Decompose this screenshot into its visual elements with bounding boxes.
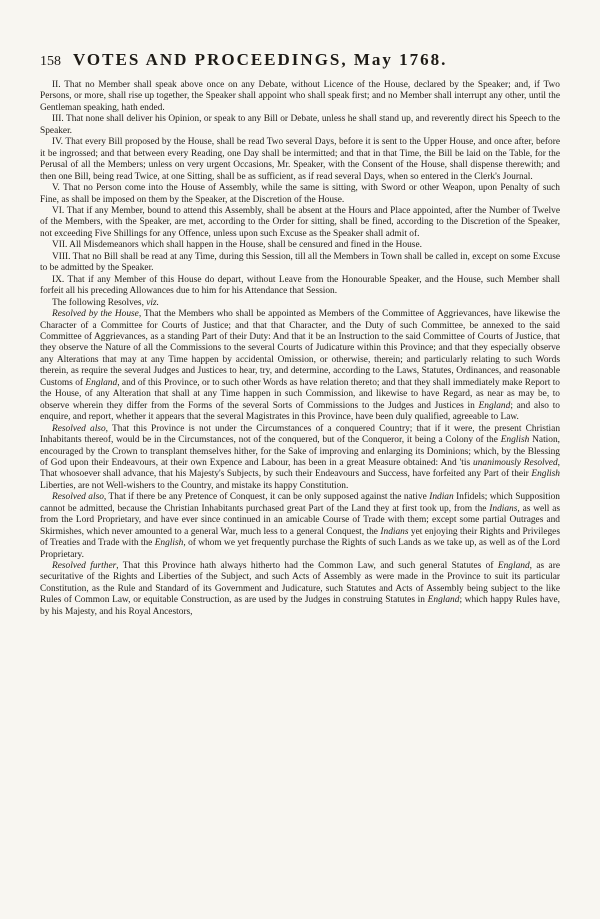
rule-paragraph: IX. That if any Member of this House do depart, without Leave from the Honourable Speaker, and the House, such Member shall forfeit all his preceding Allowances due to him for his Attendance that Session. xyxy=(40,274,560,297)
resolves-heading: The following Resolves, viz. xyxy=(52,297,160,308)
page-number: 158 xyxy=(40,54,61,69)
rule-paragraph: III. That none shall deliver his Opinion, or speak to any Bill or Debate, unless he shall stand up, and reverently direct his Speech to the Speaker. xyxy=(40,114,560,136)
page-header xyxy=(40,50,565,72)
rule-paragraph: IV. That every Bill proposed by the House, shall be read Two several Days, before it is sent to the Upper House, and once after, before it be ingrossed; and that between every Reading, one Day shall be intermitted; and that in that Time, the Bill be laid on the Table, for the Perusal of all the Members; unless on very urgent Occasions, Mr. Speaker, with the Consent of the House, shall dispense therewith; and then one Bill, being read Twice, at one Sitting, shall be as sufficient, as if read several Days, when so entered in the Clerk's Journal. xyxy=(40,137,560,182)
resolve-paragraph: Resolved further, That this Province hath always hitherto had the Common Law, and such general Statutes of England, as are securitative of the Rights and Liberties of the Subject, and such Acts of Assembly as were made in the Province to suit its particular Constitution, as the Rule and Standard of its Government and Judicature, such Statutes and Acts of Assembly being subject to the like Rules of Common Law, or equitable Construction, as are used by the Judges in construing Statutes in England; which happy Rules have, by his Majesty, and his Royal Ancestors, xyxy=(40,561,560,617)
rule-paragraph: VII. All Misdemeanors which shall happen in the House, shall be censured and fined in the House. xyxy=(52,240,422,251)
rule-paragraph: VI. That if any Member, bound to attend this Assembly, shall be absent at the Hours and Place appointed, after the Number of Twelve of the Members, with the Speaker, are met, according to the Order for sitting, shall be fined, according to the Discretion of the Speaker, not exceeding Five Shillings for any Offence, unless upon such Excuse as the Speaker shall admit of. xyxy=(40,205,560,239)
resolve-paragraph: Resolved also, That this Province is not under the Circumstances of a conquered Country; that if it were, the present Christian Inhabitants thereof, would be in the Circumstances, not of the conquered, but of the Conqueror, it being a Colony of the English Nation, encouraged by the Crown to transplant themselves hither, for the Sake of improving and enlarging its Dominions; which, by the Blessing of God upon their Endeavours, at their own Expence and Labour, has been in a great Measure obtained: And 'tis unanimously Resolved, That whosoever shall advance, that his Majesty's Subjects, by such their Endeavours and Success, have forfeited any Part of their English Liberties, are not Well-wishers to the Country, and mistake its happy Constitution. xyxy=(40,423,561,491)
rule-paragraph: V. That no Person come into the House of Assembly, while the same is sitting, with Sword or other Weapon, upon Penalty of such Fine, as shall be imposed on them by the Speaker, at the Discretion of the House. xyxy=(40,183,560,205)
running-title: VOTES AND PROCEEDINGS, May 1768. xyxy=(73,50,448,69)
resolve-paragraph: Resolved also, That if there be any Pretence of Conquest, it can be only supposed against the native Indian Infidels; which Supposition cannot be admitted, because the Christian Inhabitants purchased great Part of the Land they at first took up, from the Indians, as well as from the Lord Proprietary, and have ever since continued in an amicable Course of Trade with them; except some partial Outrages and Skirmishes, which never amounted to a general War, much less to a general Conquest, the Indians yet enjoying their Rights and Privileges of Treaties and Trade with the English, of whom we yet frequently purchase the Rights of such Lands as we take up, as well as of the Lord Proprietary. xyxy=(40,492,560,560)
page-body xyxy=(40,80,560,618)
resolve-paragraph: Resolved by the House, That the Members who shall be appointed as Members of the Committee of Aggrievances, have likewise the Character of a Committee for Courts of Justice; and that that Character, and the Duty of such Committee, be annexed to the said Committee of Aggrievances, as a standing Part of their Duty: And that it be an Instruction to the said Committee of Courts of Justice, that they observe the Nature of all the Commissions to the several Courts of Judicature within this Province; and that they especially observe any Alterations that may at any Time happen by accidental Omission, or otherwise, therein; and particularly relating to such Words therein, as require the several Judges and Justices to hear, try, and determine, according to the Laws, Statutes, Ordinances, and reasonable Customs of England, and of this Province, or to such other Words as have relation thereto; and that they shall immediately make Report to the House, of any Alteration that shall at any Time happen in such Commission, and likewise to have Regard, as near as may be, to observe wherein they differ from the Forms of the several Sorts of Commissions to the Judges and Justices in England; and also to enquire, and report, whether it appears that the several Magistrates in this Province, have been duly qualified, agreeable to Law. xyxy=(40,309,560,423)
rule-paragraph: VIII. That no Bill shall be read at any Time, during this Session, till all the Members in Town shall be called in, except on some Excuse to be admitted by the Speaker. xyxy=(40,251,560,274)
rule-paragraph: II. That no Member shall speak above once on any Debate, without Licence of the House, declared by the Speaker; and, if Two Persons, or more, shall rise up together, the Speaker shall appoint who shall speak first; and no Member shall interrupt any other, until the Gentleman speaking, hath ended. xyxy=(40,80,560,113)
